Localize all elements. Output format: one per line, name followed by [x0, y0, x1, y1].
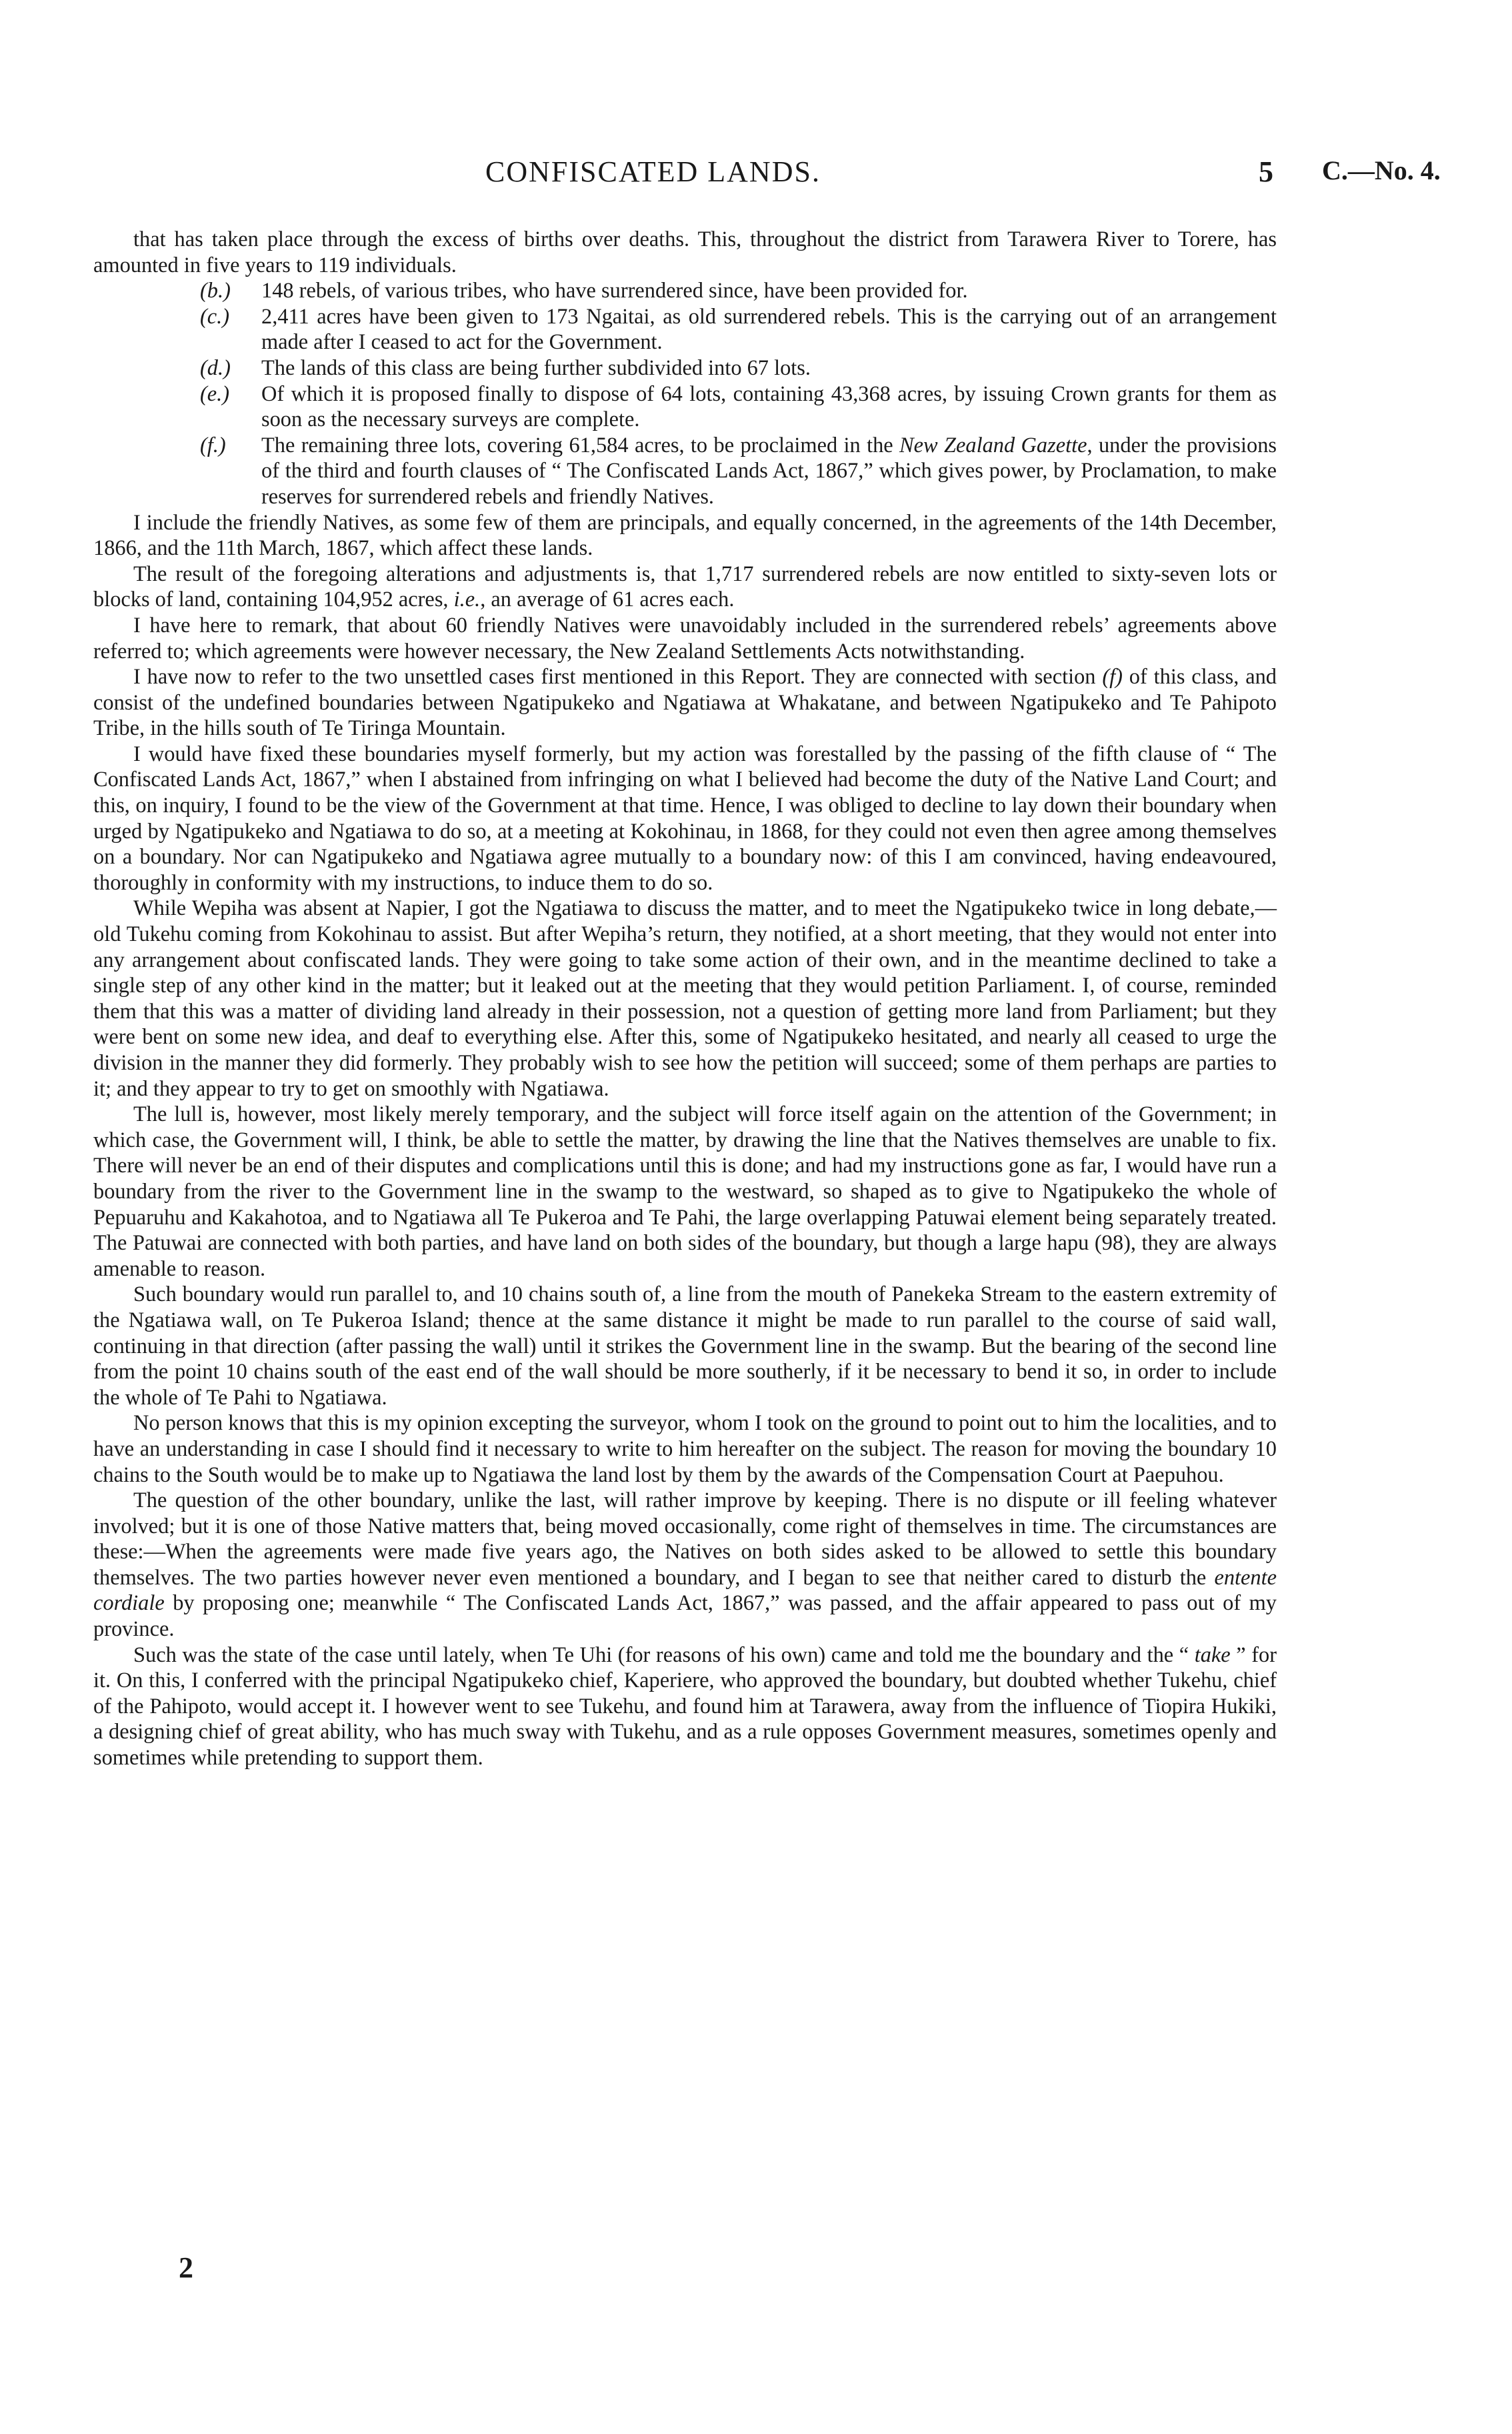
page-title: CONFISCATED LANDS. [485, 155, 821, 188]
paragraph-text: The question of the other boundary, unlike the last, will rather improve by keeping. There is no dispute or ill feeling whatever involved; but it is one of those Native matters that, being moved occasionally, come right of themselves in time. The circumstances are these:—When the agreements were made five years ago, the Natives on both sides asked to be allowed to settle this boundary themselves. The two parties however never even mentioned a boundary, and I began to see that neither cared to disturb the [93, 1488, 1277, 1590]
item-text: , under the provisions of the third and fourth clauses of “ The Confiscated Lands Act, 1867,” which gives power, by Proclamation, to make reserves for surrendered rebels and friendly Natives. [261, 433, 1277, 509]
item-label: (c.) [200, 304, 230, 329]
paragraph [93, 561, 1277, 613]
paragraph: No person knows that this is my opinion excepting the surveyor, whom I took on the ground to point out to him the localities, and to have an understanding in case I should find it necessary to write to him hereafter on the subject. The reason for moving the boundary 10 chains to the South would be to make up to Ngatiawa the land lost by them by the awards of the Compensation Court at Paepuhou. [93, 1411, 1277, 1487]
list-item [200, 278, 1277, 304]
paragraph: I include the friendly Natives, as some few of them are principals, and equally concerned, in the agreements of the 14th December, 1866, and the 11th March, 1867, which affect these lands. [93, 510, 1277, 561]
page-number: 5 [1259, 155, 1273, 188]
paragraph: I have here to remark, that about 60 friendly Natives were unavoidably included in the surrendered rebels’ agreements above referred to; which agreements were however necessary, the New Zealand Settlements Acts notwithstanding. [93, 613, 1277, 664]
page-header [0, 155, 1512, 201]
paragraph-text: I have now to refer to the two unsettled cases first mentioned in this Report. They are connected with section [133, 665, 1103, 690]
italic-entente: entente cordiale [93, 1565, 1277, 1616]
signature-mark: 2 [179, 2251, 193, 2284]
paragraph [93, 664, 1277, 742]
item-text: 148 rebels, of various tribes, who have surrendered since, have been provided for. [261, 279, 968, 303]
italic-ie: i.e. [453, 587, 481, 612]
paragraph-text: by proposing one; meanwhile “ The Confiscated Lands Act, 1867,” was passed, and the affair appeared to pass out of my province. [93, 1591, 1277, 1642]
paragraph: The lull is, however, most likely merely temporary, and the subject will force itself again on the attention of the Government; in which case, the Government will, I think, be able to settle the matter, by drawing the line that the Natives themselves are unable to fix. There will never be an end of their disputes and complications until this is done; and had my instructions gone as far, I would have run a boundary from the river to the Government line in the swamp to the westward, so shaped as to give to Ngatipukeko the whole of Pepuaruhu and Kakahotoa, and to Ngatiawa all Te Pukeroa and Te Pahi, the large overlapping Patuwai element being separately treated. The Patuwai are connected with both parties, and have land on both sides of the boundary, but though a large hapu (98), they are always amenable to reason. [93, 1102, 1277, 1281]
item-label: (d.) [200, 355, 231, 380]
paragraph-text: Such was the state of the case until lately, when Te Uhi (for reasons of his own) came and told me the boundary and the “ [133, 1642, 1195, 1667]
item-text: The lands of this class are being further subdivided into 67 lots. [261, 355, 811, 380]
item-text: Of which it is proposed finally to dispose of 64 lots, containing 43,368 acres, by issuing Crown grants for them as soon as the necessary surveys are complete. [261, 381, 1277, 432]
item-label: (f.) [200, 433, 226, 457]
paragraph: Such boundary would run parallel to, and 10 chains south of, a line from the mouth of Panekeka Stream to the eastern extremity of the Ngatiawa wall, on Te Pukeroa Island; thence at the same distance it might be made to run parallel to the course of said wall, continuing in that direction (after passing the wall) until it strikes the Government line in the swamp. But the bearing of the second line from the point 10 chains south of the east end of the wall should be more southerly, if it be necessary to bend it so, in order to include the whole of Te Pahi to Ngatiawa. [93, 1282, 1277, 1410]
lead-paragraph: that has taken place through the excess of births over deaths. This, throughout the district from Tarawera River to Torere, has amounted in five years to 119 individuals. [93, 227, 1277, 277]
paragraph: I would have fixed these boundaries myself formerly, but my action was forestalled by the passing of the fifth clause of “ The Confiscated Lands Act, 1867,” when I abstained from infringing on what I believed had become the duty of the Native Land Court; and this, on inquiry, I found to be the view of the Government at that time. Hence, I was obliged to decline to lay down their boundary when urged by Ngatipukeko and Ngatiawa to do so, at a meeting at Kokohinau, in 1868, for they could not even then agree among themselves on a boundary. Nor can Ngatipukeko and Ngatiawa agree mutually to a boundary now: of this I am convinced, having endeavoured, thoroughly in conformity with my instructions, to induce them to do so. [93, 742, 1277, 895]
gazette-title: New Zealand Gazette [899, 433, 1087, 457]
paragraph-text: , an average of 61 acres each. [480, 587, 735, 612]
paragraph-text: The result of the foregoing alterations and adjustments is, that 1,717 surrendered rebels are now entitled to sixty-seven lots or blocks of land, containing 104,952 acres, [93, 561, 1277, 612]
list-item [200, 381, 1277, 433]
list-item [200, 304, 1277, 355]
paragraph [93, 1642, 1277, 1771]
item-label: (e.) [200, 381, 230, 406]
document-reference: C.—No. 4. [1322, 155, 1441, 185]
italic-section-ref: (f) [1102, 665, 1123, 690]
paragraph: While Wepiha was absent at Napier, I got the Ngatiawa to discuss the matter, and to meet the Ngatipukeko twice in long debate,—old Tukehu coming from Kokohinau to assist. But after Wepiha’s return, they notified, at a short meeting, that they would not enter into any arrangement about confiscated lands. They were going to take some action of their own, and in the meantime declined to take a single step of any other kind in the matter; but it leaked out at the meeting that they would petition Parliament. I, of course, reminded them that this was a matter of dividing land already in their possession, not a question of getting more land from Parliament; but they were bent on some new idea, and deaf to everything else. After this, some of Ngatipukeko hesitated, and nearly all ceased to urge the division in the manner they did formerly. They probably wish to see how the petition will succeed; some of them perhaps are parties to it; and they appear to try to get on smoothly with Ngatiawa. [93, 896, 1277, 1101]
paragraph-text: ” for it. On this, I conferred with the principal Ngatipukeko chief, Kaperiere, who approved the boundary, but doubted whether Tukehu, chief of the Pahipoto, would accept it. I however went to see Tukehu, and found him at Tarawera, away from the influence of Tiopira Hukiki, a designing chief of great ability, who has much sway with Tukehu, and as a rule opposes Government measures, sometimes openly and sometimes while pretending to support them. [93, 1642, 1277, 1770]
list-item [200, 355, 1277, 381]
paragraph [93, 1488, 1277, 1642]
item-text: 2,411 acres have been given to 173 Ngaitai, as old surrendered rebels. This is the carrying out of an arrangement made after I ceased to act for the Government. [261, 304, 1277, 355]
italic-take: take [1194, 1642, 1231, 1667]
body-text [93, 227, 1277, 1771]
item-text: The remaining three lots, covering 61,584 acres, to be proclaimed in the [261, 433, 900, 457]
list-item-f [200, 433, 1277, 510]
paragraph-text: of this class, and consist of the undefined boundaries between Ngatipukeko and Ngatiawa at Whakatane, and between Ngatipukeko and Te Pahipoto Tribe, in the hills south of Te Tiringa Mountain. [93, 665, 1277, 741]
item-label: (b.) [200, 279, 231, 303]
